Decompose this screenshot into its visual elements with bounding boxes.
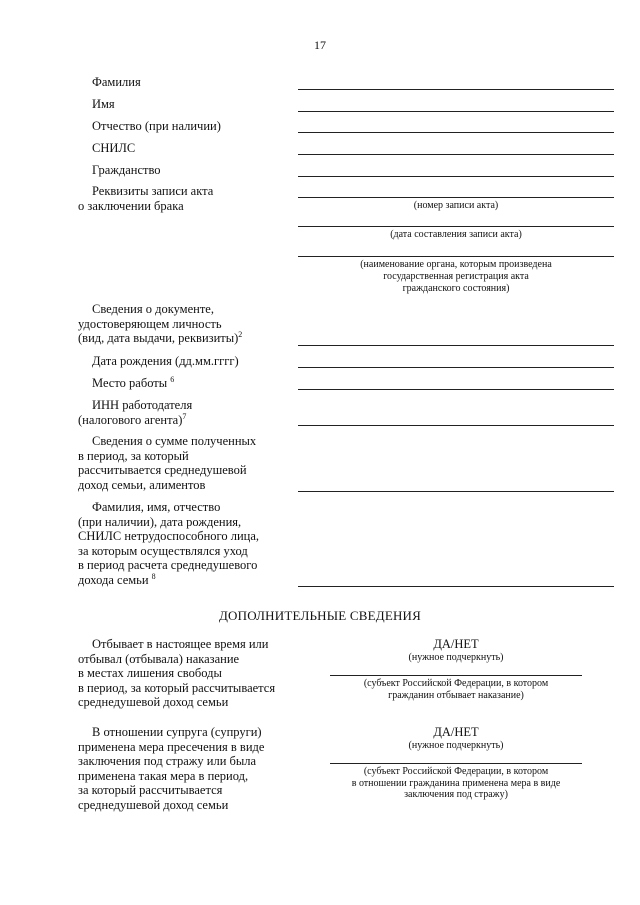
act-number-note: (номер записи акта): [413, 200, 499, 211]
marriage-record-line-1: Реквизиты записи акта: [92, 184, 214, 198]
organ-note-line-3: гражданского состояния): [402, 283, 510, 294]
act-date-field[interactable]: [298, 226, 614, 227]
alimony-label: [78, 434, 256, 492]
caregiving-line-5: в период расчета среднедушевого: [78, 558, 258, 572]
custody-line-5: за который рассчитывается: [78, 783, 223, 797]
name-label: Имя: [92, 97, 115, 111]
workplace-text: Место работы: [92, 376, 168, 390]
custody-line-2: применена мера пресечения в виде: [78, 739, 265, 754]
alimony-line-1: Сведения о сумме полученных: [92, 434, 257, 448]
act-number-field[interactable]: [298, 197, 614, 198]
caregiving-line-3: СНИЛС нетрудоспособного лица,: [78, 529, 260, 543]
act-date-note: (дата составления записи акта): [390, 229, 522, 240]
snils-label: СНИЛС: [92, 141, 136, 155]
imprisonment-line-2: отбывал (отбывала) наказание: [78, 651, 240, 666]
page-number: 17: [314, 38, 326, 52]
registration-organ-note: [298, 259, 614, 295]
caregiving-field[interactable]: [298, 586, 614, 587]
section-title: ДОПОЛНИТЕЛЬНЫЕ СВЕДЕНИЯ: [218, 608, 422, 623]
footnote-7: 7: [182, 411, 187, 421]
organ-note-line-1: (наименование органа, которым произведена: [360, 259, 552, 270]
alimony-line-2: в период, за который: [78, 448, 189, 463]
custody-hint: (нужное подчеркнуть): [408, 740, 504, 751]
caregiving-line-1: Фамилия, имя, отчество: [92, 500, 221, 514]
name-field[interactable]: [298, 111, 614, 112]
footnote-6: 6: [170, 374, 175, 384]
imprisonment-line-5: среднедушевой доход семьи: [78, 695, 229, 709]
custody-line-1: В отношении супруга (супруги): [92, 725, 262, 739]
organ-note-line-2: государственная регистрация акта: [383, 271, 529, 282]
marriage-record-line-2: о заключении брака: [78, 198, 184, 213]
identity-doc-line-3: (вид, дата выдачи, реквизиты): [78, 331, 239, 345]
custody-line-6: среднедушевой доход семьи: [78, 797, 229, 812]
alimony-line-4: доход семьи, алиментов: [78, 477, 206, 492]
imprisonment-hint: (нужное подчеркнуть): [408, 652, 504, 663]
identity-doc-line-2: удостоверяющем личность: [78, 316, 222, 331]
surname-field[interactable]: [298, 89, 614, 90]
identity-doc-label: [78, 302, 242, 346]
custody-region-note-1: (субъект Российской Федерации, в котором: [363, 766, 549, 777]
custody-line-3: заключения под стражу или была: [78, 754, 257, 768]
custody-region-note-2: в отношении гражданина применена мера в виде: [351, 777, 561, 789]
imprisonment-question: [78, 637, 275, 710]
footnote-8: 8: [151, 571, 156, 581]
imprisonment-line-4: в период, за который рассчитывается: [78, 680, 276, 695]
identity-doc-line-1: Сведения о документе,: [92, 302, 214, 316]
caregiving-label: [78, 500, 259, 587]
alimony-line-3: рассчитывается среднедушевой: [78, 463, 247, 477]
footnote-2: 2: [238, 329, 243, 339]
citizenship-label: Гражданство: [92, 163, 161, 177]
caregiving-line-6: дохода семьи: [78, 572, 149, 587]
caregiving-line-6-wrap: [78, 573, 259, 588]
identity-doc-field[interactable]: [298, 345, 614, 346]
imprisonment-answer: [330, 637, 582, 701]
workplace-field[interactable]: [298, 389, 614, 390]
birth-date-field[interactable]: [298, 367, 614, 368]
custody-question: [78, 725, 264, 812]
custody-region-note-3: заключения под стражу): [404, 789, 508, 800]
caregiving-line-2: (при наличии), дата рождения,: [78, 514, 242, 529]
imprisonment-yes-no[interactable]: ДА/НЕТ: [433, 637, 479, 651]
workplace-label: [78, 376, 174, 391]
caregiving-line-4: за которым осуществлялся уход: [78, 543, 248, 558]
surname-label: Фамилия: [92, 75, 141, 89]
marriage-record-label: [78, 184, 213, 213]
imprisonment-region-note-2: гражданин отбывает наказание): [388, 689, 524, 701]
birth-date-label: Дата рождения (дд.мм.гггг): [92, 354, 239, 368]
employer-inn-field[interactable]: [298, 425, 614, 426]
custody-line-4: применена такая мера в период,: [78, 768, 249, 783]
custody-region-field[interactable]: [330, 763, 582, 764]
custody-yes-no[interactable]: ДА/НЕТ: [433, 725, 479, 739]
snils-field[interactable]: [298, 154, 614, 155]
registration-organ-field[interactable]: [298, 256, 614, 257]
employer-inn-line-2-wrap: [78, 413, 192, 428]
citizenship-field[interactable]: [298, 176, 614, 177]
patronymic-label: Отчество (при наличии): [92, 119, 221, 133]
imprisonment-region-field[interactable]: [330, 675, 582, 676]
patronymic-field[interactable]: [298, 132, 614, 133]
identity-doc-line-3-wrap: [78, 331, 242, 346]
imprisonment-region-note-1: (субъект Российской Федерации, в котором: [363, 678, 549, 689]
imprisonment-line-3: в местах лишения свободы: [78, 666, 222, 680]
employer-inn-label: [78, 398, 192, 427]
custody-answer: [330, 725, 582, 801]
imprisonment-line-1: Отбывает в настоящее время или: [92, 637, 269, 651]
alimony-field[interactable]: [298, 491, 614, 492]
employer-inn-line-2: (налогового агента): [78, 412, 183, 427]
employer-inn-line-1: ИНН работодателя: [92, 398, 193, 412]
